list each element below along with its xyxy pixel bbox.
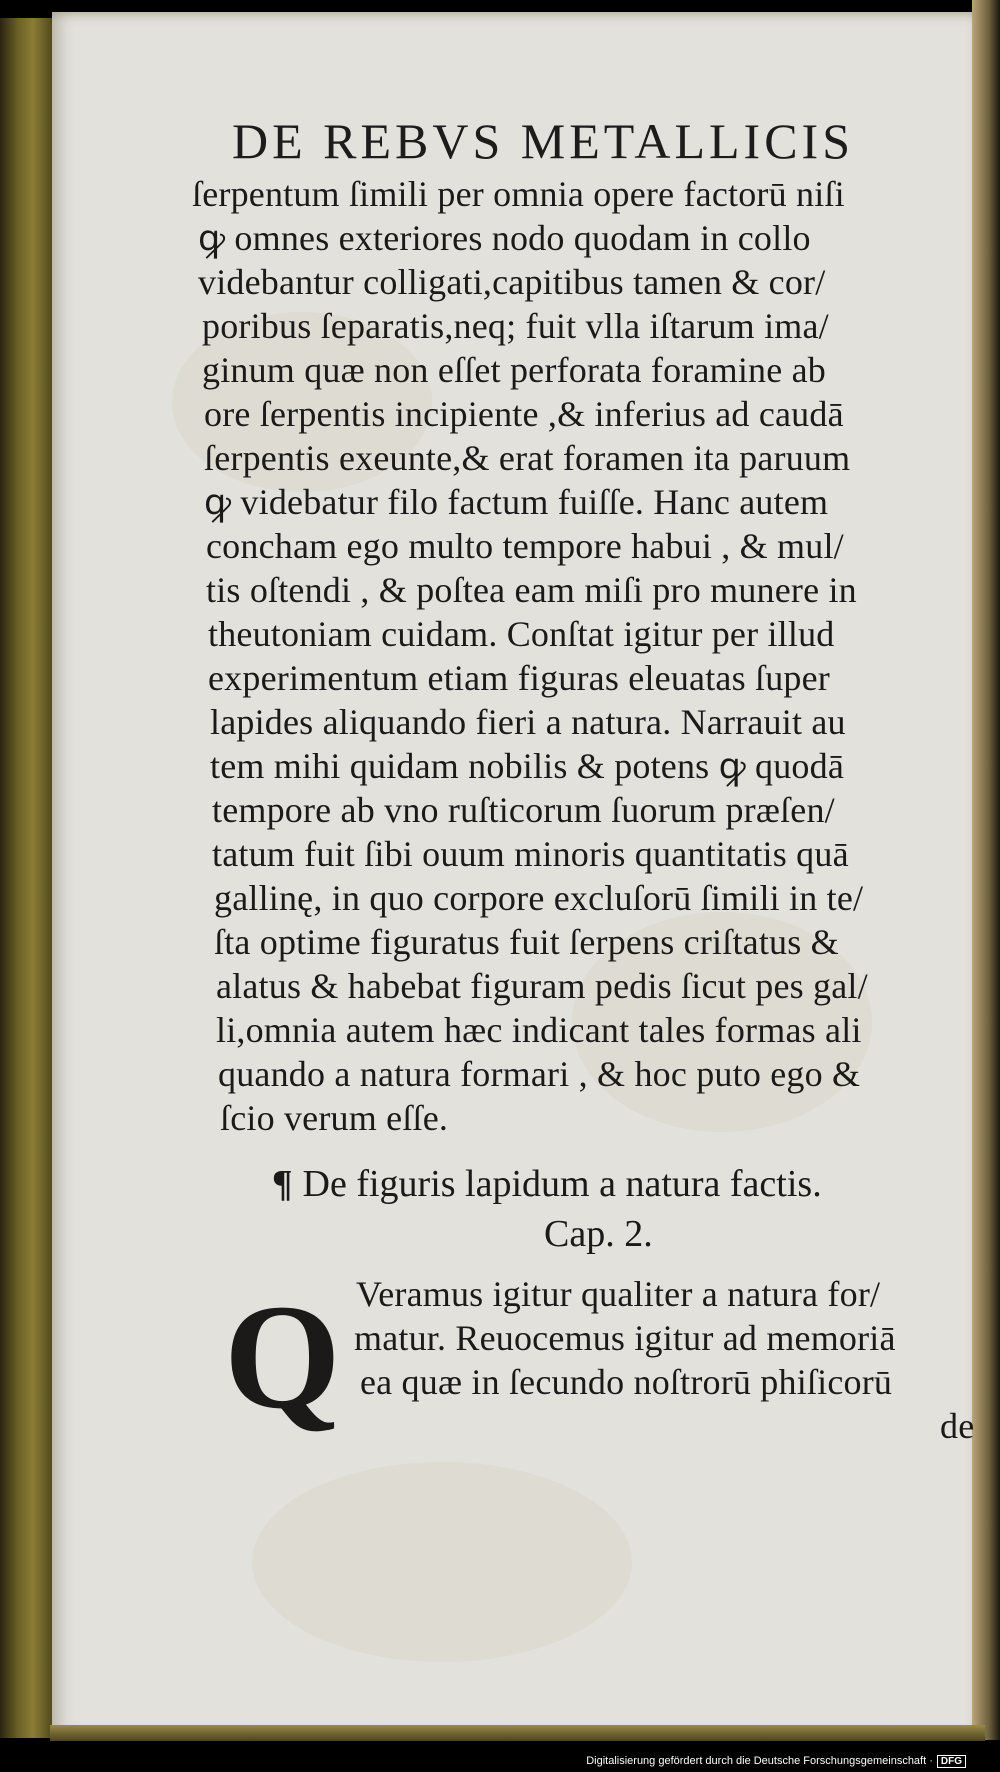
text-line: ꝙ videbatur filo factum fuiſſe. Hanc autem	[204, 482, 829, 522]
text-line: concham ego multo tempore habui , & mul/	[206, 526, 844, 566]
text-line: ſcio verum eſſe.	[220, 1098, 449, 1138]
text-line: li,omnia autem hæc indicant tales formas ali	[216, 1010, 862, 1050]
text-line: ſerpentum ſimili per omnia opere factorū niſi	[192, 174, 845, 214]
text-line: tem mihi quidam nobilis & potens ꝙ quodā	[210, 746, 844, 786]
catchword: de	[940, 1406, 975, 1446]
text-line: ore ſerpentis incipiente ,& inferius ad caudā	[204, 394, 844, 434]
digitization-credit	[586, 1755, 966, 1768]
text-line: experimentum etiam figuras eleuatas ſuper	[208, 658, 830, 698]
text-line: tis oſtendi , & poſtea eam miſi pro munere in	[206, 570, 857, 610]
text-line: matur. Reuocemus igitur ad memoriā	[354, 1318, 896, 1358]
text-line: tatum fuit ſibi ouum minoris quantitatis quā	[212, 834, 849, 874]
text-line: quando a natura formari , & hoc puto ego &	[218, 1054, 861, 1094]
credit-text: Digitalisierung gefördert durch die Deutsche Forschungsgemeinschaft ·	[586, 1755, 933, 1767]
text-line: theutoniam cuidam. Conſtat igitur per illud	[208, 614, 835, 654]
text-line: ginum quæ non eſſet perforata foramine ab	[202, 350, 826, 390]
drop-cap-initial: Q	[224, 1274, 341, 1440]
text-line: ea quæ in ſecundo noſtrorū phiſicorū	[360, 1362, 893, 1402]
dfg-logo: DFG	[937, 1755, 966, 1768]
chapter-number: Cap. 2.	[544, 1213, 653, 1255]
text-line: poribus ſeparatis,neq; fuit vlla iſtarum ima/	[202, 306, 829, 346]
text-line: lapides aliquando fieri a natura. Narrauit au	[210, 702, 846, 742]
running-head: DE REBVS METALLICIS	[232, 113, 854, 169]
text-line: tempore ab vno ruſticorum ſuorum præſen/	[212, 790, 835, 830]
page-bottom-edge	[50, 1725, 985, 1741]
chapter-title: De figuris lapidum a natura factis.	[302, 1163, 822, 1205]
text-line: gallinę, in quo corpore excluſorū ſimili in te/	[214, 878, 864, 918]
chapter-heading	[272, 1162, 822, 1206]
text-line: alatus & habebat figuram pedis ſicut pes gal/	[216, 966, 868, 1006]
text-line: ꝙ omnes exteriores nodo quodam in collo	[198, 218, 811, 258]
text-line: videbantur colligati,capitibus tamen & cor/	[198, 262, 826, 302]
page-right-edge	[972, 0, 1000, 1740]
pilcrow-mark: ¶	[272, 1163, 293, 1205]
text-line: ſerpentis exeunte,& erat foramen ita paruum	[204, 438, 851, 478]
text-line: ſta optime figuratus fuit ſerpens criſtatus &	[214, 922, 839, 962]
book-binding-edge	[0, 18, 60, 1738]
text-line: Veramus igitur qualiter a natura for/	[356, 1274, 881, 1314]
